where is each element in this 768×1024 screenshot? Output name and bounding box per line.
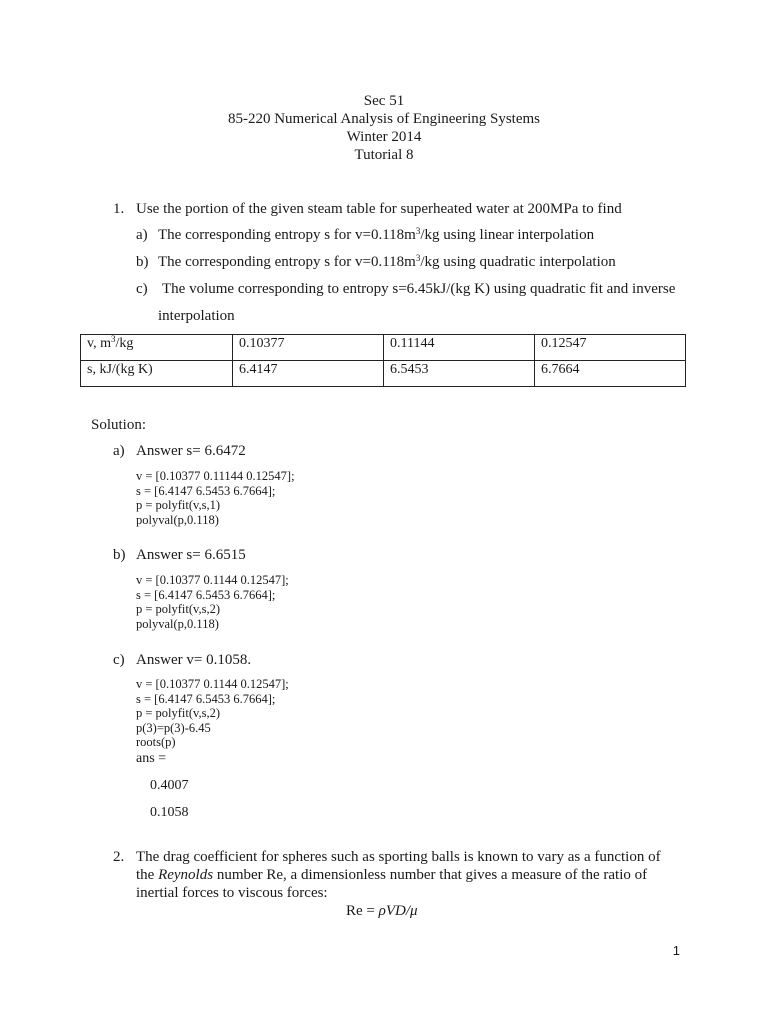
solution-a-label: a) <box>113 443 125 459</box>
table-cell: 0.11144 <box>384 335 535 361</box>
part-c-text: The volume corresponding to entropy s=6.45kJ/(kg K) using quadratic fit and inverse <box>162 281 676 297</box>
section-label: Sec 51 <box>363 93 405 109</box>
code-line: v = [0.10377 0.1144 0.12547]; <box>136 573 289 587</box>
question-1-number: 1. <box>113 201 125 217</box>
code-line: p = polyfit(v,s,1) <box>136 498 221 512</box>
table-cell-volume-label: v, $m^3/kg$ <box>81 335 233 361</box>
table-cell: 0.10377 <box>233 335 384 361</box>
ans-label: ans = <box>136 751 167 766</box>
question-2-line-3: inertial forces to viscous forces: <box>136 885 328 901</box>
code-line: s = [6.4147 6.5453 6.7664]; <box>136 587 276 602</box>
question-2-line-2: the Reynolds number Re, a dimensionless number that gives a measure of the ratio of <box>136 867 648 883</box>
part-a-label: a) <box>136 227 148 243</box>
question-2-line-1: The drag coefficient for spheres such as sporting balls is known to vary as a function of <box>136 849 661 865</box>
table-cell: 6.4147 <box>233 361 384 387</box>
table-cell: 6.5453 <box>384 361 535 387</box>
question-2-number: 2. <box>113 849 125 865</box>
part-a-text: The corresponding entropy s for $v=0.118m^3/kg$ using linear interpolation <box>158 226 595 243</box>
code-line: roots(p) <box>136 735 176 749</box>
part-c-continuation: interpolation <box>158 308 235 324</box>
code-line: polyval(p,0.118) <box>136 616 219 631</box>
code-line: s = [6.4147 6.5453 6.7664]; <box>136 691 276 706</box>
question-1-text: Use the portion of the given steam table for superheated water at 200MPa to find <box>136 201 622 217</box>
tutorial-label: Tutorial 8 <box>354 147 414 163</box>
reynolds-equation: Re = ρVD/μ <box>346 903 418 919</box>
part-c-label: c) <box>136 281 148 297</box>
code-line: p = polyfit(v,s,2) <box>136 706 221 720</box>
code-line: s = [6.4147 6.5453 6.7664]; <box>136 483 276 498</box>
solution-c-answer: Answer v= 0.1058. <box>136 652 252 668</box>
table-row-volume <box>81 335 686 361</box>
code-line: p(3)=p(3)-6.45 <box>136 720 211 735</box>
steam-table <box>80 334 686 387</box>
page-number: 1 <box>672 943 680 958</box>
solution-a-answer: Answer s= 6.6472 <box>136 443 246 459</box>
table-cell-entropy-label: s, kJ/(kg K) <box>81 361 233 387</box>
solution-c-label: c) <box>113 652 125 668</box>
solution-b-label: b) <box>113 547 126 563</box>
part-b-label: b) <box>136 254 149 270</box>
root-value-1: 0.4007 <box>150 778 189 793</box>
solution-heading: Solution: <box>91 417 147 433</box>
code-line: v = [0.10377 0.1144 0.12547]; <box>136 677 289 691</box>
table-cell: 6.7664 <box>535 361 686 387</box>
course-title: 85-220 Numerical Analysis of Engineering Systems <box>227 111 541 127</box>
solution-b-answer: Answer s= 6.6515 <box>136 547 246 563</box>
code-line: polyval(p,0.118) <box>136 512 219 527</box>
root-value-2: 0.1058 <box>150 805 189 820</box>
solution-a-code <box>136 469 295 527</box>
table-cell: 0.12547 <box>535 335 686 361</box>
code-line: p = polyfit(v,s,2) <box>136 602 221 616</box>
table-row-entropy <box>81 361 686 387</box>
code-line: v = [0.10377 0.11144 0.12547]; <box>136 469 295 483</box>
term-label: Winter 2014 <box>346 129 422 145</box>
solution-c-code <box>136 677 289 750</box>
solution-b-code <box>136 573 289 631</box>
part-b-text: The corresponding entropy s for $v=0.118m^3/kg$ using quadratic interpolation <box>158 253 616 270</box>
